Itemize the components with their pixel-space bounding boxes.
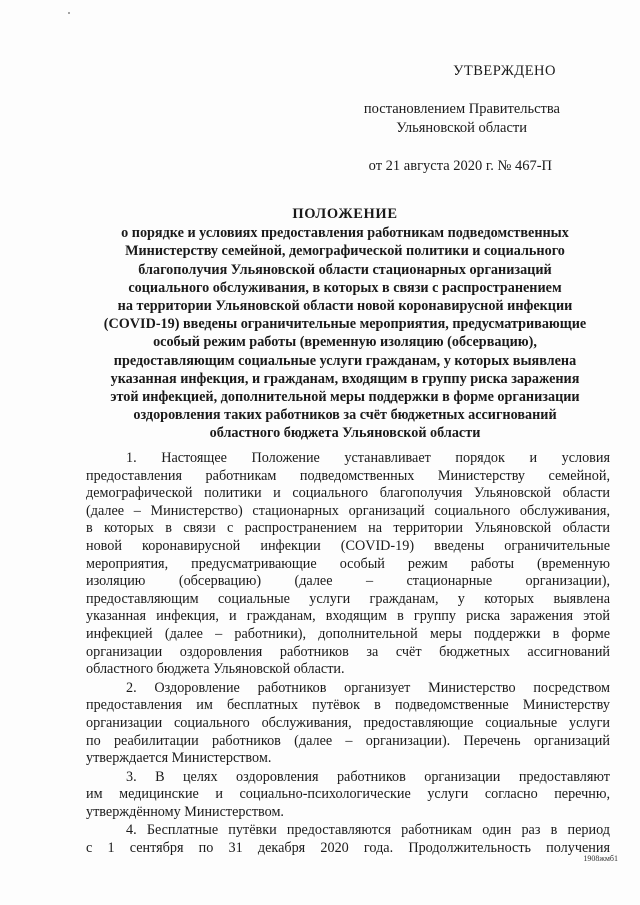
text-line: утверждается Министерством. [86, 750, 272, 767]
title-line: предоставляющим социальные услуги гражданам, у которых выявлена [113, 352, 577, 369]
paragraph-2 [86, 680, 610, 768]
text-line: новой коронавирусной инфекции (COVID-19) введены ограничительные [86, 537, 610, 554]
document-body [86, 450, 610, 859]
title-line: благополучия Ульяновской области стационарных организаций [138, 261, 552, 278]
text-line: предоставления работникам подведомственных Министерству семейной, [86, 467, 610, 484]
text-line: изоляцию (обсервацию) (далее – стационарные организации), [86, 573, 610, 590]
title-line: особый режим работы (временную изоляцию (обсервацию), [153, 334, 537, 351]
document-heading: ПОЛОЖЕНИЕ [292, 206, 398, 222]
text-line: предоставляющим социальные услуги гражданам, у которых выявлена [86, 590, 610, 607]
text-line: 4. Бесплатные путёвки предоставляются работникам один раз в период [126, 822, 610, 839]
approval-resolution-line: постановлением Правительства [363, 101, 560, 117]
text-line: им медицинские и социально-психологические услуги согласно перечню, [86, 786, 610, 803]
text-line: утверждённому Министерством. [86, 803, 284, 820]
text-line: 2. Оздоровление работников организует Министерство посредством [126, 679, 610, 696]
text-line: предоставления им бесплатных путёвок в подведомственные Министерству [86, 697, 610, 714]
title-line: (COVID-19) введены ограничительные мероприятия, предусматривающие [103, 316, 587, 333]
text-line: в которых в связи с распространением на территории Ульяновской области [86, 520, 610, 537]
paragraph-3 [86, 769, 610, 822]
text-line: с 1 сентября по 31 декабря 2020 года. Продолжительность получения [86, 840, 610, 857]
approval-date: от 21 августа 2020 г. № 467-П [368, 158, 552, 174]
paragraph-1 [86, 450, 610, 679]
title-line: на территории Ульяновской области новой коронавирусной инфекции [117, 298, 573, 315]
text-line: областного бюджета Ульяновской области. [86, 661, 345, 678]
text-line: указанная инфекция, и гражданам, входящим в группу риска заражения этой [86, 608, 610, 625]
text-line: организации социального обслуживания, предоставляющие социальные услуги [86, 714, 610, 731]
text-line: 3. В целях оздоровления работников организации предоставляют [126, 768, 610, 785]
approval-region-line: Ульяновской области [396, 120, 527, 136]
text-line: по реабилитации работников (далее – организации). Перечень организаций [86, 732, 610, 749]
text-line: организации оздоровления работников за счёт бюджетных ассигнований [86, 643, 610, 660]
title-line: указанная инфекция, и гражданам, входящим в группу риска заражения [110, 370, 580, 387]
title-line: социального обслуживания, в которых в связи с распространением [128, 279, 562, 296]
title-line: этой инфекцией, дополнительной меры поддержки в форме организации [110, 389, 580, 406]
approval-stamp: УТВЕРЖДЕНО [453, 63, 556, 79]
title-line: областного бюджета Ульяновской области [209, 425, 481, 442]
document-title-block [60, 205, 630, 443]
paragraph-4 [86, 822, 610, 857]
page-code: 1908жмб1 [583, 854, 618, 863]
title-line: оздоровления таких работников за счёт бюджетных ассигнований [133, 407, 557, 424]
text-line: инфекцией (далее – работники), дополнительной меры поддержки в форме [86, 625, 610, 642]
approval-block [322, 62, 582, 176]
title-line: Министерству семейной, демографической политики и социального [125, 243, 565, 260]
scan-speck [68, 12, 70, 14]
title-line: о порядке и условиях предоставления работникам подведомственных [121, 225, 569, 242]
text-line: 1. Настоящее Положение устанавливает порядок и условия [126, 450, 610, 466]
text-line: (далее – Министерство) стационарных организаций социального обслуживания, [86, 502, 610, 519]
text-line: демографической политики и социального благополучия Ульяновской области [86, 485, 610, 502]
text-line: мероприятия, предусматривающие особый режим работы (временную [86, 555, 610, 572]
